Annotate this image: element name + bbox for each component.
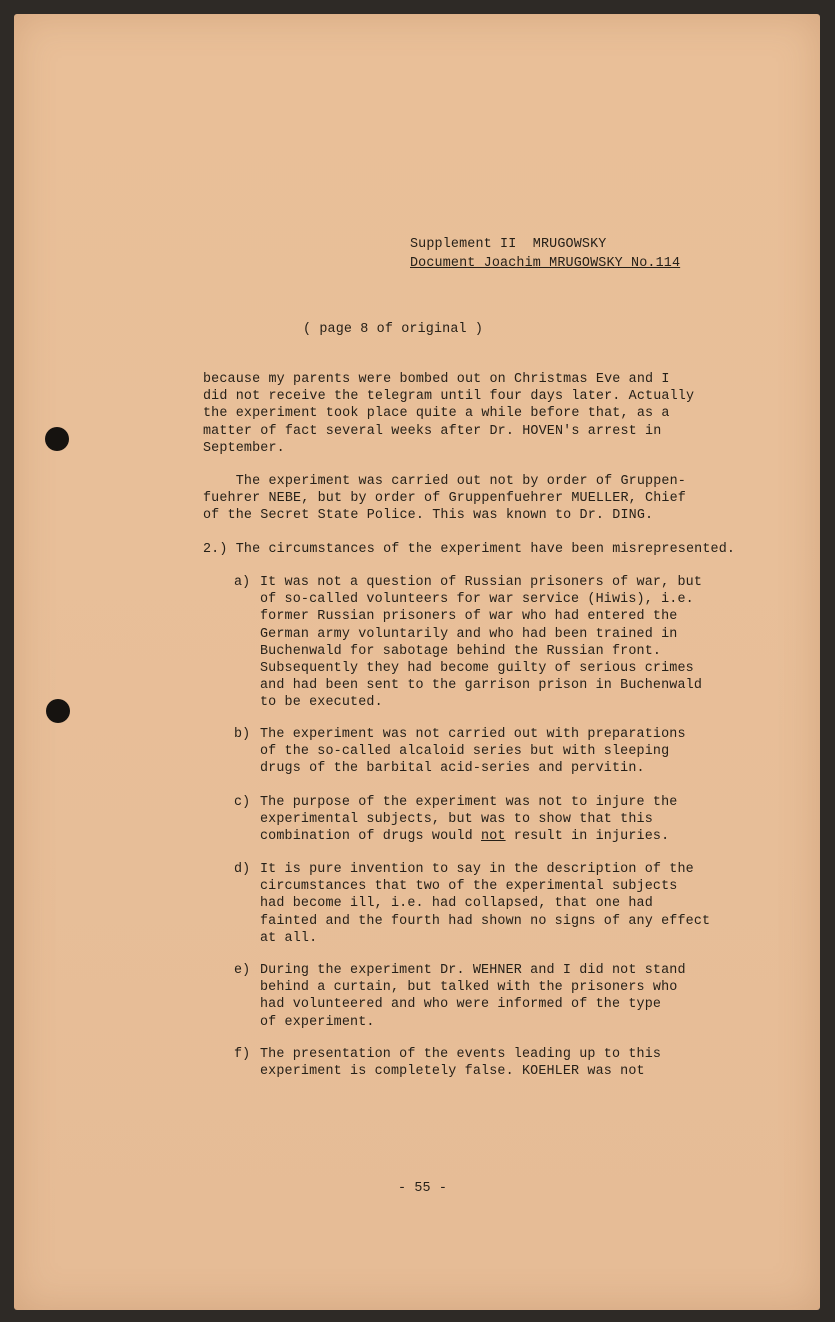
text-line: because my parents were bombed out on Christmas Eve and I bbox=[203, 372, 670, 387]
text-line: at all. bbox=[260, 930, 318, 946]
item-a-text bbox=[260, 574, 702, 712]
item-f-text bbox=[260, 1046, 661, 1080]
text-line: had become ill, i.e. had collapsed, that one had bbox=[260, 896, 653, 912]
text-line: and had been sent to the garrison prison in Buchenwald bbox=[260, 678, 703, 694]
text-line: the experiment took place quite a while before that, as a bbox=[203, 406, 670, 422]
text-line: September. bbox=[203, 440, 285, 456]
text-line: former Russian prisoners of war who had entered the bbox=[260, 609, 678, 625]
text-line: fuehrer NEBE, but by order of Gruppenfuehrer MUELLER, Chief bbox=[203, 491, 686, 507]
item-e-label: e) bbox=[234, 963, 251, 978]
text-segment: result in injuries. bbox=[505, 829, 670, 845]
text-line: matter of fact several weeks after Dr. HOVEN's arrest in bbox=[203, 423, 662, 439]
text-line: During the experiment Dr. WEHNER and I did not stand bbox=[260, 963, 686, 978]
text-line: Subsequently they had become guilty of serious crimes bbox=[260, 661, 694, 677]
text-line: drugs of the barbital acid-series and pervitin. bbox=[260, 761, 645, 777]
text-line: of so-called volunteers for war service (Hiwis), i.e. bbox=[260, 592, 694, 608]
item-d-text bbox=[260, 861, 710, 947]
text-line: The purpose of the experiment was not to injure the bbox=[260, 795, 678, 810]
item-c-label: c) bbox=[234, 795, 251, 810]
text-line: It is pure invention to say in the description of the bbox=[260, 862, 694, 877]
item-b-label: b) bbox=[234, 727, 251, 742]
point-2-heading: 2.) The circumstances of the experiment have been misrepresented. bbox=[203, 542, 736, 557]
text-line: experimental subjects, but was to show that this bbox=[260, 812, 653, 828]
document-label: Document Joachim MRUGOWSKY No.114 bbox=[410, 256, 681, 271]
punch-hole bbox=[46, 699, 70, 723]
item-a-label: a) bbox=[234, 575, 251, 590]
punch-hole bbox=[45, 427, 69, 451]
text-line: had volunteered and who were informed of the type bbox=[260, 997, 662, 1013]
text-line: Buchenwald for sabotage behind the Russian front. bbox=[260, 643, 662, 659]
text-line: The presentation of the events leading up to this bbox=[260, 1047, 662, 1062]
page-reference: ( page 8 of original ) bbox=[303, 322, 484, 337]
text-line: circumstances that two of the experimental subjects bbox=[260, 879, 678, 895]
supplement-label: Supplement II MRUGOWSKY bbox=[410, 237, 607, 252]
item-b-text bbox=[260, 726, 686, 778]
text-line: did not receive the telegram until four days later. Actually bbox=[203, 389, 695, 405]
text-line: It was not a question of Russian prisoners of war, but bbox=[260, 575, 703, 590]
text-line: of the so-called alcaloid series but with sleeping bbox=[260, 744, 670, 760]
order-paragraph bbox=[203, 473, 686, 525]
item-e-text bbox=[260, 962, 686, 1031]
text-line: fainted and the fourth had shown no signs of any effect bbox=[260, 913, 711, 929]
text-segment: combination of drugs would bbox=[260, 829, 482, 845]
item-c-text bbox=[260, 794, 677, 846]
text-line: behind a curtain, but talked with the prisoners who bbox=[260, 980, 678, 996]
text-line: The experiment was carried out not by order of Gruppen- bbox=[203, 474, 686, 489]
item-d-label: d) bbox=[234, 862, 251, 877]
emphasis-not: not bbox=[481, 829, 506, 845]
text-line: The experiment was not carried out with preparations bbox=[260, 727, 686, 742]
text-line: experiment is completely false. KOEHLER was not bbox=[260, 1064, 645, 1080]
text-line: to be executed. bbox=[260, 695, 383, 711]
intro-paragraph bbox=[203, 371, 694, 457]
text-line: of experiment. bbox=[260, 1014, 375, 1030]
page-number: - 55 - bbox=[398, 1181, 448, 1196]
text-line: German army voluntarily and who had been trained in bbox=[260, 626, 678, 642]
text-line bbox=[260, 828, 677, 845]
text-line: of the Secret State Police. This was known to Dr. DING. bbox=[203, 508, 654, 524]
item-f-label: f) bbox=[234, 1047, 251, 1062]
